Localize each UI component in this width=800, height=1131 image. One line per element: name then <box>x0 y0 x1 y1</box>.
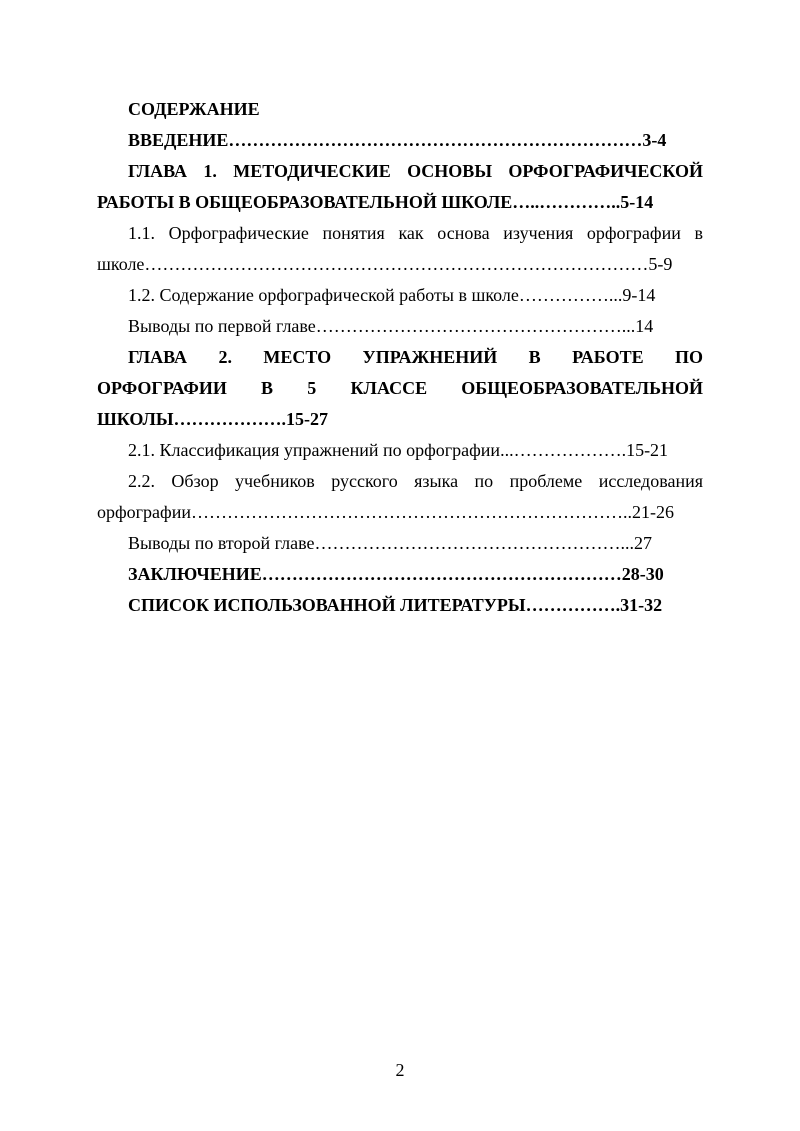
table-of-contents <box>97 94 703 621</box>
page-number: 2 <box>395 1060 405 1080</box>
toc-entry-section-1-1-line1: 1.1. Орфографические понятия как основа изучения орфографии в <box>128 223 703 243</box>
toc-entry-chapter1-title-line1: ГЛАВА 1. МЕТОДИЧЕСКИЕ ОСНОВЫ ОРФОГРАФИЧЕСКОЙ <box>128 161 703 181</box>
toc-entry-section-1-2: 1.2. Содержание орфографической работы в школе……………...9-14 <box>128 285 656 305</box>
toc-entry-introduction: ВВЕДЕНИЕ……………………………………………………………3-4 <box>128 130 667 150</box>
toc-entry-chapter2-conclusions: Выводы по второй главе……………………………………………...27 <box>128 533 652 553</box>
toc-entry-section-2-2-line1: 2.2. Обзор учебников русского языка по проблеме исследования <box>128 471 703 491</box>
toc-entry-chapter2-title-line3: ШКОЛЫ……………….15-27 <box>97 409 329 429</box>
toc-entry-references: СПИСОК ИСПОЛЬЗОВАННОЙ ЛИТЕРАТУРЫ…………….31-32 <box>128 595 663 615</box>
toc-heading: СОДЕРЖАНИЕ <box>128 99 260 119</box>
toc-entry-chapter1-title-line2: РАБОТЫ В ОБЩЕОБРАЗОВАТЕЛЬНОЙ ШКОЛЕ…..…………..5-14 <box>97 192 654 212</box>
toc-entry-chapter2-title-line2: ОРФОГРАФИИ В 5 КЛАССЕ ОБЩЕОБРАЗОВАТЕЛЬНОЙ <box>97 378 703 398</box>
toc-entry-section-2-1: 2.1. Классификация упражнений по орфографии...……………….15-21 <box>128 440 669 460</box>
toc-entry-conclusion: ЗАКЛЮЧЕНИЕ……………………………………………………28-30 <box>128 564 664 584</box>
toc-entry-section-2-2-line2: орфографии………………………………………………………………..21-26 <box>97 502 674 522</box>
toc-entry-chapter1-conclusions: Выводы по первой главе……………………………………………...14 <box>128 316 654 336</box>
toc-entry-chapter2-title-line1: ГЛАВА 2. МЕСТО УПРАЖНЕНИЙ В РАБОТЕ ПО <box>128 347 703 367</box>
toc-entry-section-1-1-line2: школе…………………………………………………………………………5-9 <box>97 254 673 274</box>
